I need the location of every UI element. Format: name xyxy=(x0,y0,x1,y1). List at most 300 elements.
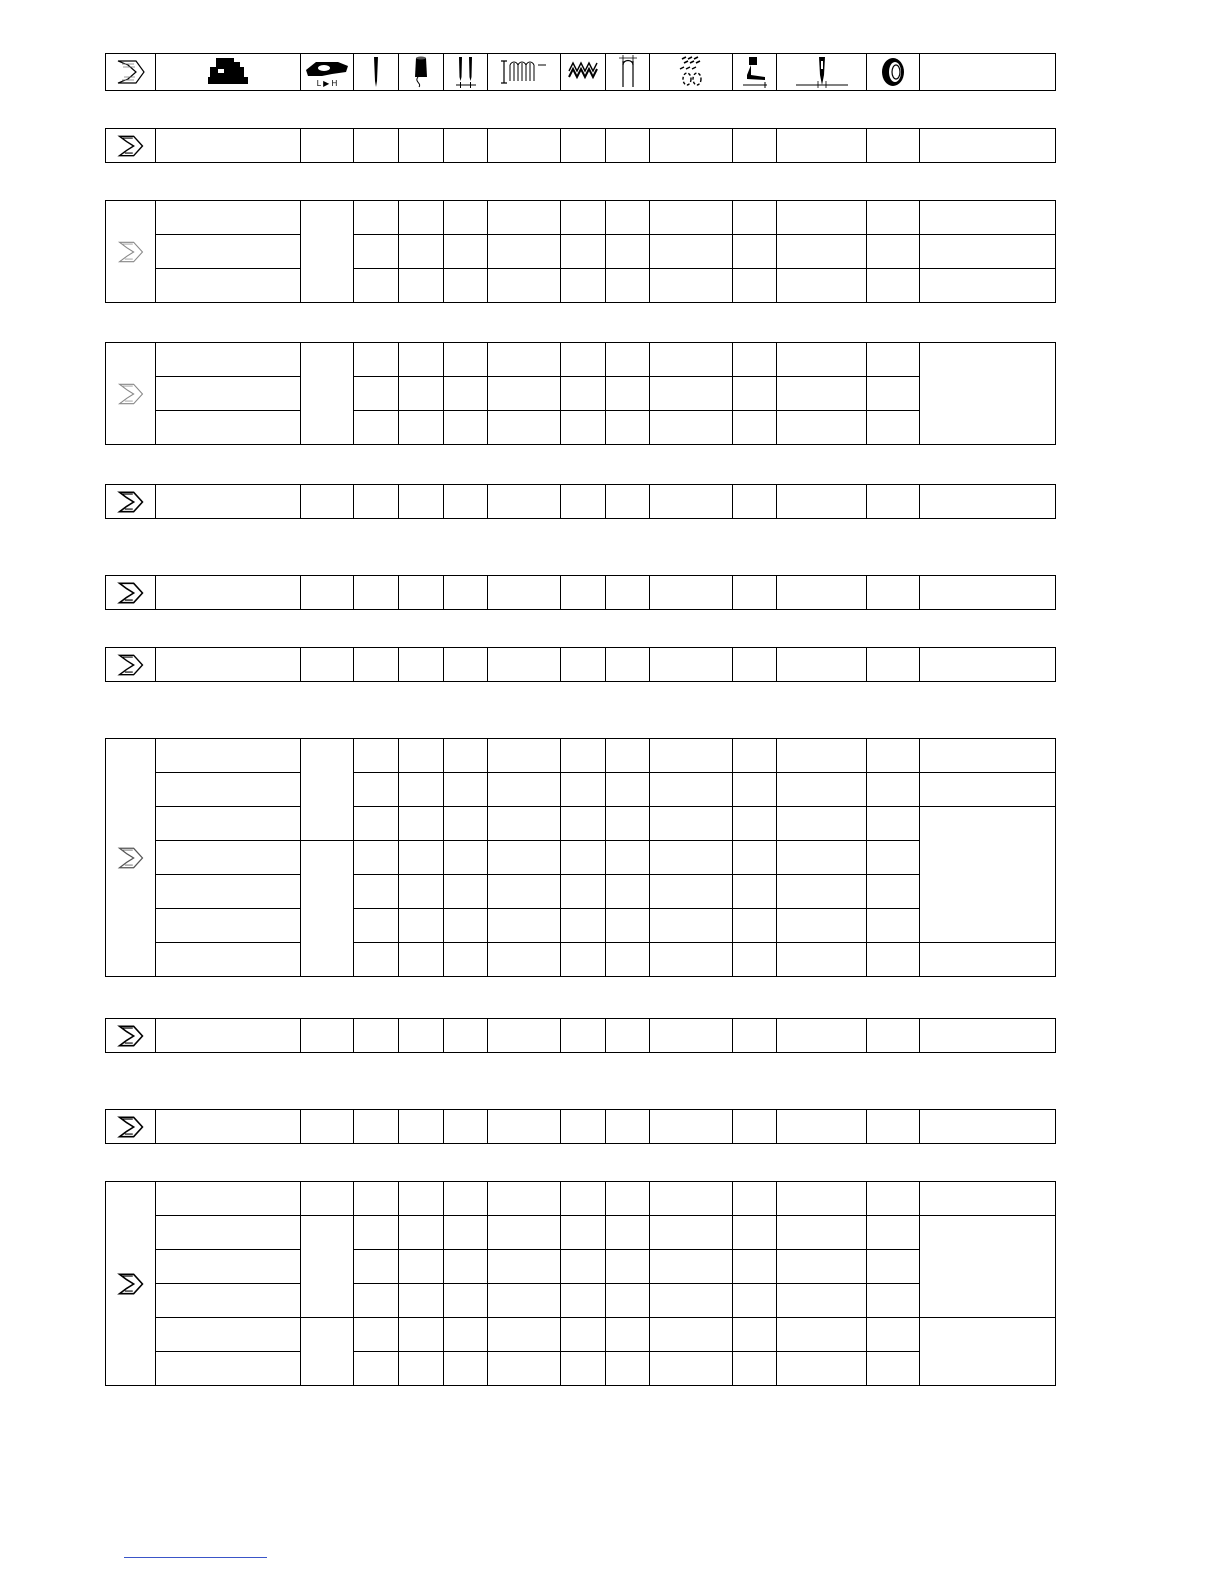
table-cell xyxy=(399,807,444,841)
feed-dog-header-cell xyxy=(650,54,733,91)
table-cell xyxy=(156,1250,301,1284)
table-cell xyxy=(606,909,650,943)
fold-symbol-icon xyxy=(116,380,146,408)
table-cell xyxy=(488,1284,561,1318)
table-cell xyxy=(301,841,354,977)
table-cell xyxy=(399,485,444,519)
fold-symbol-icon xyxy=(116,651,146,679)
fold-symbol-header-cell xyxy=(106,54,156,91)
table-cell xyxy=(354,201,399,235)
table-cell xyxy=(444,576,488,610)
table-cell xyxy=(561,943,606,977)
table-cell xyxy=(777,1182,867,1216)
table-cell xyxy=(444,485,488,519)
table-cell xyxy=(777,1352,867,1386)
table-cell xyxy=(733,1284,777,1318)
fold-cell xyxy=(106,739,156,977)
table-cell xyxy=(650,576,733,610)
table-cell xyxy=(733,773,777,807)
table-cell xyxy=(650,875,733,909)
table-cell xyxy=(156,875,301,909)
presser-foot-lift-icon xyxy=(302,56,352,88)
table-row xyxy=(106,1250,1056,1284)
table-cell xyxy=(301,648,354,682)
table-cell xyxy=(650,807,733,841)
table-cell xyxy=(561,1216,606,1250)
table-cell xyxy=(777,1216,867,1250)
table-cell xyxy=(733,343,777,377)
table-cell xyxy=(444,841,488,875)
table-cell xyxy=(444,235,488,269)
thread-spool-icon xyxy=(410,55,432,89)
table-cell xyxy=(354,1110,399,1144)
table-cell xyxy=(561,485,606,519)
table-cell xyxy=(606,235,650,269)
table-row xyxy=(106,576,1056,610)
table-cell xyxy=(650,485,733,519)
table-cell xyxy=(920,773,1056,807)
table-cell xyxy=(354,773,399,807)
table-cell xyxy=(733,411,777,445)
table-cell xyxy=(301,485,354,519)
table-row xyxy=(106,1216,1056,1250)
table-cell xyxy=(488,1352,561,1386)
table-cell xyxy=(777,269,867,303)
table-cell xyxy=(156,773,301,807)
block-7 xyxy=(105,738,1056,977)
table-cell xyxy=(920,739,1056,773)
table-cell xyxy=(444,648,488,682)
table-cell xyxy=(561,235,606,269)
table-cell xyxy=(488,1216,561,1250)
table-cell xyxy=(301,1318,354,1386)
table-cell xyxy=(354,943,399,977)
table-cell xyxy=(354,1019,399,1053)
table-cell xyxy=(156,1352,301,1386)
table-cell xyxy=(156,1284,301,1318)
table-cell xyxy=(650,201,733,235)
table-row xyxy=(106,201,1056,235)
notes-header-cell xyxy=(920,54,1056,91)
table-cell xyxy=(354,1182,399,1216)
table-cell xyxy=(301,1110,354,1144)
table-cell xyxy=(561,343,606,377)
table-cell xyxy=(777,485,867,519)
table-cell xyxy=(777,909,867,943)
table-cell xyxy=(650,1250,733,1284)
table-cell xyxy=(777,875,867,909)
table-cell xyxy=(444,739,488,773)
table-cell xyxy=(444,1318,488,1352)
table-cell xyxy=(399,576,444,610)
table-row xyxy=(106,485,1056,519)
table-cell xyxy=(301,1216,354,1318)
table-cell xyxy=(733,377,777,411)
table-cell xyxy=(867,1318,920,1352)
table-cell xyxy=(733,1352,777,1386)
table-cell xyxy=(399,1216,444,1250)
table-cell xyxy=(733,1019,777,1053)
table-cell xyxy=(777,841,867,875)
fold-cell xyxy=(106,485,156,519)
table-cell xyxy=(777,1250,867,1284)
table-cell xyxy=(561,576,606,610)
table-cell xyxy=(650,1352,733,1386)
table-cell xyxy=(606,943,650,977)
table-cell xyxy=(156,909,301,943)
table-cell xyxy=(444,1284,488,1318)
table-cell xyxy=(444,1019,488,1053)
table-cell xyxy=(444,773,488,807)
table-cell xyxy=(354,411,399,445)
table-cell xyxy=(156,129,301,163)
fold-symbol-icon xyxy=(116,238,146,266)
table-cell xyxy=(399,1318,444,1352)
table-cell xyxy=(156,377,301,411)
table-cell xyxy=(444,343,488,377)
table-cell xyxy=(399,411,444,445)
table-cell xyxy=(301,201,354,303)
table-cell xyxy=(920,129,1056,163)
table-cell xyxy=(488,841,561,875)
table-cell xyxy=(156,648,301,682)
table-cell xyxy=(399,1284,444,1318)
table-cell xyxy=(650,773,733,807)
table-row xyxy=(106,739,1056,773)
table-cell xyxy=(733,201,777,235)
table-cell xyxy=(920,485,1056,519)
fold-cell xyxy=(106,648,156,682)
table-cell xyxy=(488,648,561,682)
table-cell xyxy=(444,129,488,163)
table-cell xyxy=(777,773,867,807)
stitch-pattern-header-cell xyxy=(561,54,606,91)
table-cell xyxy=(156,1182,301,1216)
table-cell xyxy=(867,411,920,445)
table-cell xyxy=(606,201,650,235)
table-cell xyxy=(867,1250,920,1284)
table-cell xyxy=(561,773,606,807)
table-cell xyxy=(606,739,650,773)
fold-symbol-icon xyxy=(116,843,146,873)
table-cell xyxy=(733,129,777,163)
table-cell xyxy=(156,576,301,610)
table-cell xyxy=(156,343,301,377)
table-cell xyxy=(561,807,606,841)
table-cell xyxy=(733,648,777,682)
table-cell xyxy=(561,739,606,773)
table-cell xyxy=(444,411,488,445)
table-cell xyxy=(561,269,606,303)
table-cell xyxy=(733,943,777,977)
table-row xyxy=(106,343,1056,377)
table-cell xyxy=(444,377,488,411)
table-cell xyxy=(777,377,867,411)
table-cell xyxy=(920,1182,1056,1216)
table-cell xyxy=(867,841,920,875)
table-row xyxy=(106,129,1056,163)
table-cell xyxy=(606,1216,650,1250)
table-cell xyxy=(561,1182,606,1216)
table-cell xyxy=(561,1019,606,1053)
footer-link-underline[interactable] xyxy=(124,1557,267,1558)
table-cell xyxy=(488,739,561,773)
table-cell xyxy=(399,875,444,909)
table-cell xyxy=(156,201,301,235)
table-cell xyxy=(561,1250,606,1284)
table-cell xyxy=(606,841,650,875)
table-cell xyxy=(488,1182,561,1216)
table-cell xyxy=(354,235,399,269)
table-cell xyxy=(606,1284,650,1318)
table-cell xyxy=(354,648,399,682)
table-cell xyxy=(561,1284,606,1318)
table-cell xyxy=(777,739,867,773)
table-cell xyxy=(488,129,561,163)
speed-header-cell xyxy=(301,54,354,91)
tension-dial-icon xyxy=(879,55,907,89)
fold-cell xyxy=(106,1019,156,1053)
table-cell xyxy=(867,1216,920,1250)
table-cell xyxy=(399,739,444,773)
table-cell xyxy=(561,875,606,909)
table-cell xyxy=(488,576,561,610)
twin-needle-header-cell xyxy=(444,54,488,91)
table-cell xyxy=(733,485,777,519)
table-cell xyxy=(606,129,650,163)
fold-symbol-icon xyxy=(116,1269,146,1299)
table-cell xyxy=(920,943,1056,977)
table-cell xyxy=(777,201,867,235)
table-cell xyxy=(488,875,561,909)
table-cell xyxy=(156,739,301,773)
table-cell xyxy=(488,411,561,445)
table-cell xyxy=(561,648,606,682)
table-cell xyxy=(488,235,561,269)
table-cell xyxy=(488,269,561,303)
table-cell xyxy=(488,807,561,841)
table-cell xyxy=(301,1182,354,1216)
table-cell xyxy=(777,1284,867,1318)
table-cell xyxy=(733,1110,777,1144)
table-cell xyxy=(444,201,488,235)
table-cell xyxy=(354,129,399,163)
sewing-machine-icon xyxy=(206,56,250,88)
table-cell xyxy=(650,269,733,303)
table-cell xyxy=(867,1284,920,1318)
table-cell xyxy=(777,648,867,682)
stitch-width-icon xyxy=(496,57,552,87)
table-cell xyxy=(488,201,561,235)
table-cell xyxy=(733,841,777,875)
block-5 xyxy=(105,575,1056,610)
table-cell xyxy=(733,1250,777,1284)
table-cell xyxy=(561,1352,606,1386)
table-cell xyxy=(488,343,561,377)
table-cell xyxy=(301,1019,354,1053)
table-cell xyxy=(354,377,399,411)
table-cell xyxy=(650,411,733,445)
table-cell xyxy=(606,1318,650,1352)
table-cell xyxy=(399,1352,444,1386)
table-cell xyxy=(777,129,867,163)
block-8 xyxy=(105,1018,1056,1053)
table-cell xyxy=(156,235,301,269)
table-row xyxy=(106,1182,1056,1216)
table-cell xyxy=(777,411,867,445)
table-cell xyxy=(650,235,733,269)
fold-symbol-icon xyxy=(114,57,148,87)
table-cell xyxy=(920,201,1056,235)
speed-label: L ▶ H xyxy=(316,79,338,88)
tension-header-cell xyxy=(867,54,920,91)
table-cell xyxy=(301,739,354,841)
table-row xyxy=(106,841,1056,875)
table-cell xyxy=(733,807,777,841)
table-cell xyxy=(399,1019,444,1053)
table-cell xyxy=(444,807,488,841)
table-cell xyxy=(650,1284,733,1318)
table-cell xyxy=(156,841,301,875)
table-cell xyxy=(733,739,777,773)
block-1 xyxy=(105,128,1056,163)
feed-dog-icon xyxy=(674,55,708,89)
table-row xyxy=(106,875,1056,909)
table-cell xyxy=(354,909,399,943)
table-cell xyxy=(354,343,399,377)
presser-foot-icon xyxy=(741,55,769,89)
table-cell xyxy=(606,1352,650,1386)
table-cell xyxy=(444,1216,488,1250)
table-cell xyxy=(488,1318,561,1352)
table-cell xyxy=(920,1019,1056,1053)
table-cell xyxy=(867,1182,920,1216)
table-cell xyxy=(606,576,650,610)
table-row xyxy=(106,377,1056,411)
table-cell xyxy=(488,377,561,411)
table-cell xyxy=(444,1352,488,1386)
table-cell xyxy=(777,343,867,377)
table-cell xyxy=(561,1318,606,1352)
table-cell xyxy=(867,875,920,909)
table-cell xyxy=(399,201,444,235)
table-cell xyxy=(156,807,301,841)
table-row xyxy=(106,807,1056,841)
table-cell xyxy=(867,129,920,163)
table-cell xyxy=(606,485,650,519)
block-4 xyxy=(105,484,1056,519)
table-cell xyxy=(606,411,650,445)
table-cell xyxy=(650,377,733,411)
table-cell xyxy=(301,576,354,610)
table-cell xyxy=(867,909,920,943)
block-3 xyxy=(105,342,1056,445)
table-cell xyxy=(561,377,606,411)
needle-gauge-header-cell xyxy=(606,54,650,91)
table-row xyxy=(106,1110,1056,1144)
table-cell xyxy=(920,807,1056,943)
table-cell xyxy=(354,807,399,841)
table-cell xyxy=(606,1250,650,1284)
table-cell xyxy=(354,1318,399,1352)
table-cell xyxy=(867,201,920,235)
table-cell xyxy=(561,1110,606,1144)
table-cell xyxy=(650,1019,733,1053)
table-cell xyxy=(399,269,444,303)
table-cell xyxy=(650,129,733,163)
table-cell xyxy=(650,909,733,943)
table-cell xyxy=(733,1318,777,1352)
table-cell xyxy=(354,1250,399,1284)
table-cell xyxy=(301,343,354,445)
table-cell xyxy=(606,343,650,377)
table-cell xyxy=(444,875,488,909)
table-cell xyxy=(920,576,1056,610)
table-cell xyxy=(920,1318,1056,1386)
table-cell xyxy=(650,1110,733,1144)
stitch-width-header-cell xyxy=(488,54,561,91)
table-cell xyxy=(920,1216,1056,1318)
table-cell xyxy=(867,648,920,682)
table-cell xyxy=(561,411,606,445)
fold-cell xyxy=(106,1110,156,1144)
table-cell xyxy=(354,841,399,875)
table-cell xyxy=(561,841,606,875)
table-cell xyxy=(561,909,606,943)
table-cell xyxy=(444,909,488,943)
table-cell xyxy=(399,1250,444,1284)
fold-symbol-icon xyxy=(116,488,146,516)
table-cell xyxy=(444,269,488,303)
table-cell xyxy=(733,235,777,269)
table-cell xyxy=(156,485,301,519)
table-cell xyxy=(156,1216,301,1250)
fold-symbol-icon xyxy=(116,1022,146,1050)
table-cell xyxy=(354,1352,399,1386)
table-cell xyxy=(867,807,920,841)
table-cell xyxy=(561,129,606,163)
table-cell xyxy=(354,269,399,303)
needle-point-icon xyxy=(792,55,852,89)
table-cell xyxy=(606,875,650,909)
presser-foot-header-cell xyxy=(733,54,777,91)
table-cell xyxy=(606,773,650,807)
table-cell xyxy=(399,343,444,377)
table-cell xyxy=(920,1110,1056,1144)
thread-header-cell xyxy=(399,54,444,91)
table-row xyxy=(106,1284,1056,1318)
header-row xyxy=(106,54,1056,91)
fold-symbol-icon xyxy=(116,132,146,160)
table-cell xyxy=(606,377,650,411)
table-cell xyxy=(606,269,650,303)
table-cell xyxy=(156,1019,301,1053)
table-cell xyxy=(867,235,920,269)
table-cell xyxy=(920,648,1056,682)
table-cell xyxy=(354,739,399,773)
table-cell xyxy=(399,909,444,943)
table-row xyxy=(106,235,1056,269)
table-cell xyxy=(867,1110,920,1144)
table-row xyxy=(106,269,1056,303)
table-cell xyxy=(920,235,1056,269)
table-cell xyxy=(488,1110,561,1144)
table-cell xyxy=(650,841,733,875)
table-cell xyxy=(156,943,301,977)
table-cell xyxy=(156,1110,301,1144)
table-cell xyxy=(867,1352,920,1386)
table-cell xyxy=(777,1318,867,1352)
